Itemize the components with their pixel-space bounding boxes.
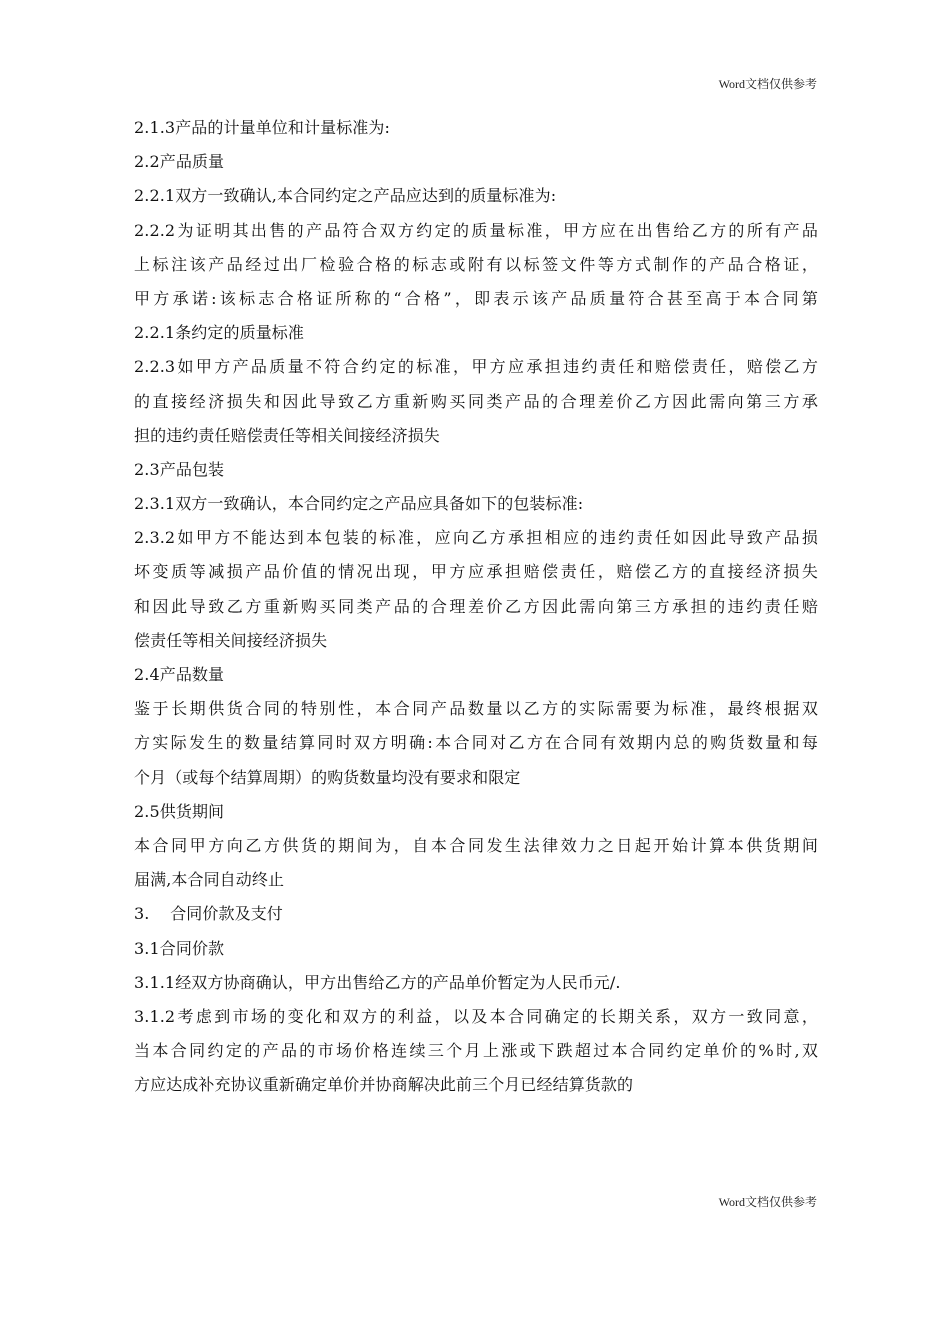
text-line: 本合同甲方向乙方供货的期间为，自本合同发生法律效力之日起开始计算本供货期间 [134,835,818,855]
text-line: 方应达成补充协议重新确定单价并协商解决此前三个月已经结算货款的 [134,1075,634,1095]
text-line: 上标注该产品经过出厂检验合格的标志或附有以标签文件等方式制作的产品合格证， [134,254,818,274]
text-line: 坏变质等减损产品价值的情况出现，甲方应承担赔偿责任，赔偿乙方的直接经济损失 [134,562,818,582]
section-heading: 3. 合同价款及支付 [134,904,283,924]
section-heading: 2.2产品质量 [134,152,225,172]
section-heading: 3.1合同价款 [134,938,225,958]
text-line: 和因此导致乙方重新购买同类产品的合理差价乙方因此需向第三方承担的违约责任赔 [134,596,818,616]
text-line: 甲方承诺:该标志合格证所称的“合格”，即表示该产品质量符合甚至高于本合同第 [134,288,818,308]
text-line: 鉴于长期供货合同的特别性，本合同产品数量以乙方的实际需要为标准，最终根据双 [134,699,818,719]
text-line: 2.1.3产品的计量单位和计量标准为: [134,118,391,137]
section-heading: 2.4产品数量 [134,665,225,684]
text-line: 个月（或每个结算周期）的购货数量均没有要求和限定 [134,767,521,787]
text-line: 偿责任等相关间接经济损失 [134,630,328,650]
text-line: 2.3.2如甲方不能达到本包装的标准，应向乙方承担相应的违约责任如因此导致产品损 [134,528,818,548]
text-line: 当本合同约定的产品的市场价格连续三个月上涨或下跌超过本合同约定单价的%时,双 [134,1041,818,1061]
text-line: 3.1.1经双方协商确认，甲方出售给乙方的产品单价暂定为人民币元/. [134,972,621,992]
document-body [134,111,818,1102]
text-line: 届满,本合同自动终止 [134,870,285,890]
section-heading: 2.3产品包装 [134,459,225,479]
text-line: 2.3.1双方一致确认，本合同约定之产品应具备如下的包装标准: [134,494,584,514]
section-heading: 2.5供货期间 [134,801,225,821]
text-line: 3.1.2考虑到市场的变化和双方的利益，以及本合同确定的长期关系，双方一致同意， [134,1006,818,1026]
text-line: 2.2.3如甲方产品质量不符合约定的标准，甲方应承担违约责任和赔偿责任，赔偿乙方 [134,357,818,377]
text-line: 方实际发生的数量结算同时双方明确:本合同对乙方在合同有效期内总的购货数量和每 [134,733,818,753]
page-header: Word文档仅供参考 [718,77,817,91]
text-line: 2.2.2为证明其出售的产品符合双方约定的质量标准，甲方应在出售给乙方的所有产品 [134,220,818,240]
text-line: 担的违约责任赔偿责任等相关间接经济损失 [134,425,440,445]
text-line: 的直接经济损失和因此导致乙方重新购买同类产品的合理差价乙方因此需向第三方承 [134,391,818,411]
text-line: 2.2.1双方一致确认,本合同约定之产品应达到的质量标准为: [134,186,557,206]
text-line: 2.2.1条约定的质量标准 [134,323,305,343]
page-footer: Word文档仅供参考 [718,1195,817,1209]
